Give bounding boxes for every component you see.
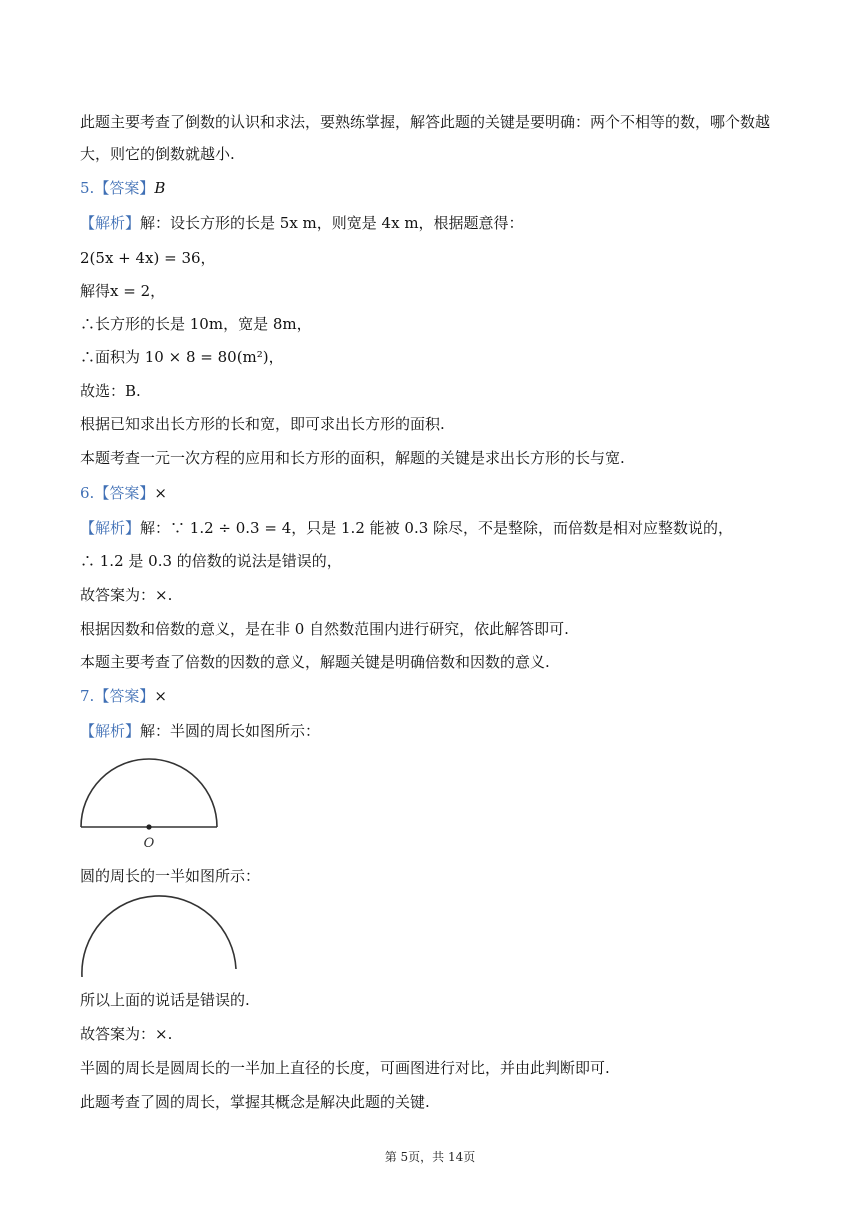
analysis-text: 解：∵ 1.2 ÷ 0.3 = 4，只是 1.2 能被 0.3 除尽，不是整除，而倍数是相对应整数说的，	[140, 519, 734, 537]
text-line: 故选：B.	[80, 382, 141, 400]
center-label: O	[143, 836, 155, 851]
analysis-tag: 【解析】	[80, 722, 141, 740]
half-circumference-arc-figure	[78, 893, 243, 983]
text-line: 故答案为：×.	[80, 1025, 173, 1043]
equation: 2(5x + 4x) = 36，	[80, 249, 216, 267]
analysis-line	[80, 721, 320, 741]
analysis-line	[80, 213, 524, 233]
analysis-text: 解：设长方形的长是 5x m，则宽是 4x m，根据题意得：	[140, 214, 524, 232]
text-line: 根据已知求出长方形的长和宽，即可求出长方形的面积.	[80, 415, 445, 433]
semicircle-arc	[81, 759, 217, 827]
text-line: 此题主要考查了倒数的认识和求法，要熟练掌握，解答此题的关键是要明确：两个不相等的数，哪个数越	[80, 113, 771, 131]
answer-value: B	[154, 179, 166, 197]
question-6-header	[80, 483, 167, 503]
text-line: ∴面积为 10 × 8 = 80(m²)，	[80, 348, 284, 366]
text-line: 根据因数和倍数的意义，是在非 0 自然数范围内进行研究，依此解答即可.	[80, 620, 569, 638]
text-line: 此题考查了圆的周长，掌握其概念是解决此题的关键.	[80, 1093, 430, 1111]
analysis-tag: 【解析】	[80, 214, 141, 232]
question-7-header	[80, 686, 167, 706]
answer-tag: 【答案】	[94, 179, 155, 197]
text-line: ∴ 1.2 是 0.3 的倍数的说法是错误的，	[80, 552, 342, 570]
page-footer: 第 5页，共 14页	[384, 1150, 476, 1164]
text-line: 大，则它的倒数就越小.	[80, 145, 235, 163]
question-number: 5.	[80, 179, 95, 197]
center-point	[146, 824, 151, 829]
answer-value: ×	[154, 687, 167, 705]
text-line: 解得x = 2，	[80, 282, 166, 300]
text-line: 故答案为：×.	[80, 586, 173, 604]
analysis-tag: 【解析】	[80, 519, 141, 537]
question-number: 6.	[80, 484, 95, 502]
answer-tag: 【答案】	[94, 484, 155, 502]
text-line: 本题主要考查了倍数的因数的意义，解题关键是明确倍数和因数的意义.	[80, 653, 550, 671]
semicircle-with-diameter-figure	[78, 755, 228, 855]
answer-value: ×	[154, 484, 167, 502]
text-line: 圆的周长的一半如图所示：	[80, 867, 261, 885]
arc	[82, 896, 236, 977]
text-line: 半圆的周长是圆周长的一半加上直径的长度，可画图进行对比，并由此判断即可.	[80, 1059, 610, 1077]
question-5-header	[80, 178, 165, 198]
text-line: ∴长方形的长是 10m，宽是 8m，	[80, 315, 312, 333]
text-line: 本题考查一元一次方程的应用和长方形的面积，解题的关键是求出长方形的长与宽.	[80, 449, 625, 467]
question-number: 7.	[80, 687, 95, 705]
analysis-line	[80, 518, 733, 538]
answer-tag: 【答案】	[94, 687, 155, 705]
text-line: 所以上面的说话是错误的.	[80, 991, 250, 1009]
analysis-text: 解：半圆的周长如图所示：	[140, 722, 321, 740]
